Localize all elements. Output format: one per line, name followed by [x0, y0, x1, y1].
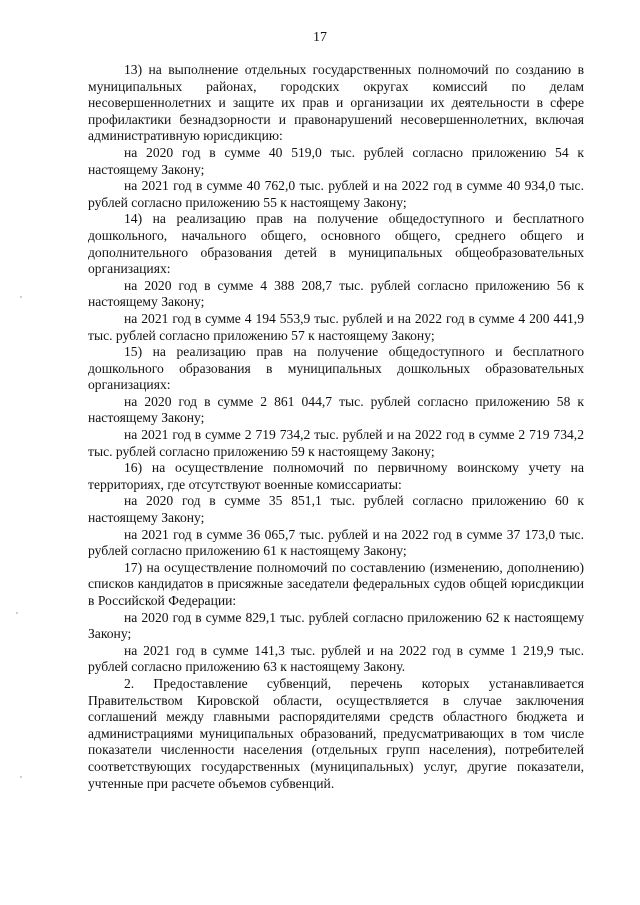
- scan-mark-left-3: [20, 776, 22, 778]
- paragraph-item-14-2021-2022: на 2021 год в сумме 4 194 553,9 тыс. рублей и на 2022 год в сумме 4 200 441,9 тыс. рублей согласно приложению 57 к настоящему Закону;: [88, 310, 584, 343]
- paragraph-item-16-intro: 16) на осуществление полномочий по первичному воинскому учету на территориях, где отсутствуют военные комиссариаты:: [88, 460, 584, 492]
- paragraph-item-13-2021-2022: на 2021 год в сумме 40 762,0 тыс. рублей и на 2022 год в сумме 40 934,0 тыс. рублей согласно приложению 55 к настоящему Закону;: [88, 178, 584, 210]
- paragraph-item-15-2020: на 2020 год в сумме 2 861 044,7 тыс. рублей согласно приложению 58 к настоящему Закону;: [88, 393, 584, 426]
- paragraph-item-15-intro: 15) на реализацию прав на получение общедоступного и бесплатного дошкольного образования в муниципальных дошкольных образовательных организациях:: [88, 344, 584, 393]
- page-number: 17: [313, 30, 327, 45]
- paragraph-item-16-2020: на 2020 год в сумме 35 851,1 тыс. рублей согласно приложению 60 к настоящему Закону;: [88, 493, 584, 526]
- paragraph-item-16-2021-2022: на 2021 год в сумме 36 065,7 тыс. рублей и на 2022 год в сумме 37 173,0 тыс. рублей согласно приложению 61 к настоящему Закону;: [88, 526, 584, 559]
- paragraph-item-17-2021-2022: на 2021 год в сумме 141,3 тыс. рублей и на 2022 год в сумме 1 219,9 тыс. рублей согласно приложению 63 к настоящему Закону.: [88, 642, 584, 675]
- scan-mark-left-2: [16, 612, 18, 614]
- document-body: [88, 62, 584, 792]
- paragraph-item-15-2021-2022: на 2021 год в сумме 2 719 734,2 тыс. рублей и на 2022 год в сумме 2 719 734,2 тыс. рублей согласно приложению 59 к настоящему Закону;: [88, 427, 584, 459]
- paragraph-section-2: 2. Предоставление субвенций, перечень которых устанавливается Правительством Кировской области, осуществляется в случае заключения соглашений между главными распорядителями средств областного бюджета и администрациями муниципальных образований, предусматривающих в том числе показатели численности населения (отдельных групп населения), потребителей соответствующих государственных (муниципальных) услуг, другие показатели, учтенные при расчете объемов субвенций.: [88, 675, 584, 791]
- paragraph-item-17-2020: на 2020 год в сумме 829,1 тыс. рублей согласно приложению 62 к настоящему Закону;: [88, 609, 584, 642]
- paragraph-item-14-2020: на 2020 год в сумме 4 388 208,7 тыс. рублей согласно приложению 56 к настоящему Закону;: [88, 277, 584, 310]
- paragraph-item-13-2020: на 2020 год в сумме 40 519,0 тыс. рублей согласно приложению 54 к настоящему Закону;: [88, 144, 584, 177]
- scan-mark-left-1: [20, 296, 22, 298]
- paragraph-item-14-intro: 14) на реализацию прав на получение общедоступного и бесплатного дошкольного, начального общего, основного общего, среднего общего и дополнительного образования детей в муниципальных общеобразовательных организациях:: [88, 211, 584, 277]
- paragraph-item-13-intro: 13) на выполнение отдельных государственных полномочий по созданию в муниципальных районах, городских округах комиссий по делам несовершеннолетних и защите их прав и организации их деятельности в сфере профилактики безнадзорности и правонарушений несовершеннолетних, включая административную юрисдикцию:: [88, 62, 584, 144]
- paragraph-item-17-intro: 17) на осуществление полномочий по составлению (изменению, дополнению) списков кандидатов в присяжные заседатели федеральных судов общей юрисдикции в Российской Федерации:: [88, 559, 584, 608]
